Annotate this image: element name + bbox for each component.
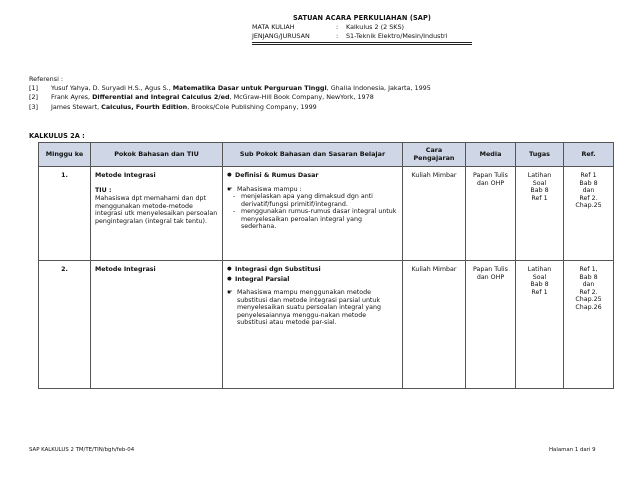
task-cell (516, 261, 564, 389)
media-line: dan OHP (476, 179, 505, 187)
reference-title: Matematika Dasar untuk Perguruan Tinggi (172, 84, 327, 93)
task-line: Bab 8 (530, 281, 549, 289)
ref-line: Ref 2. (579, 194, 598, 202)
objective-line (227, 186, 398, 194)
ref-line: Ref 1, (579, 266, 598, 273)
pointing-hand-icon: ☛ (227, 288, 233, 297)
subtopic-bullet: ● Integral Parsial (227, 276, 398, 284)
table-header-row (39, 143, 614, 167)
objective-sub-text: menggunakan rumus-rumus dasar integral untuk menyelesaikan peroalan integral yang sederhana. (241, 208, 397, 231)
document-title: SATUAN ACARA PERKULIAHAN (SAP) (292, 14, 432, 22)
task-line: Ref 1 (531, 194, 548, 202)
subtopic-cell (223, 167, 403, 261)
header-subtopic: Sub Pokok Bahasan dan Sasaran Belajar (223, 143, 403, 167)
ref-line: Chap.26 (575, 303, 602, 311)
reference-item (29, 104, 619, 112)
reference-authors: James Stewart, (51, 102, 102, 111)
task-line: Ref 1 (531, 288, 548, 296)
objective-sub-text: menjelaskan apa yang dimaksud dgn anti derivatif/fungsi primitif/integrand. (241, 193, 373, 208)
objective-line (227, 289, 398, 327)
header-topic: Pokok Bahasan dan TIU (91, 143, 223, 167)
header-media: Media (466, 143, 516, 167)
dash-marker: - (233, 193, 236, 201)
reference-publisher: , McGraw-Hill Book Company, NewYork, 1978 (229, 93, 374, 102)
ref-line: Bab 8 (579, 273, 598, 281)
task-line: Latihan (527, 266, 552, 273)
subtopic-bullet: ● Definisi & Rumus Dasar (227, 172, 398, 180)
ref-line: Ref 2. (579, 288, 598, 296)
dash-marker: - (233, 208, 236, 216)
header-method: Cara Pengajaran (403, 143, 466, 167)
topic-cell (91, 261, 223, 389)
section-title: KALKULUS 2A : (29, 132, 85, 140)
reference-number: [3] (29, 102, 39, 111)
table-row (39, 167, 614, 261)
sap-table (38, 142, 614, 389)
tiu-label: TIU : (95, 186, 112, 194)
reference-title: Differential and Integral Calculus 2/ed (92, 93, 230, 102)
ref-cell (564, 167, 614, 261)
reference-publisher: , Brooks/Cole Publishing Company, 1999 (187, 102, 317, 111)
header-task: Tugas (516, 143, 564, 167)
course-label: MATA KULIAH (252, 22, 295, 31)
reference-item (29, 94, 619, 102)
task-line: Soal (532, 273, 547, 281)
objective-text: Mahasiswa mampu menggunakan metode substitusi dan metode integrasi parsial untuk menyelesaikan suatu persoalan integral yang penyelesaiannya menggu-nakan metode substitusi atau metode par-sial. (237, 289, 381, 327)
header-week: Minggu ke (39, 143, 91, 167)
objective-sub-item (227, 208, 398, 231)
media-line: Papan Tulis (473, 172, 508, 179)
ref-line: Ref 1 (580, 172, 597, 179)
table-row (39, 261, 614, 389)
ref-line: Chap.25 (575, 296, 602, 304)
objective-sub-item (227, 193, 398, 208)
references-label: Referensi : (29, 75, 64, 83)
course-row (252, 24, 472, 32)
media-line: Papan Tulis (473, 266, 508, 273)
program-label: JENJANG/JURUSAN (252, 31, 310, 40)
task-line: Bab 8 (530, 187, 549, 195)
method-cell: Kuliah Mimbar (403, 167, 466, 261)
method-cell: Kuliah Mimbar (403, 261, 466, 389)
media-cell (466, 167, 516, 261)
pointing-hand-icon: ☛ (227, 184, 233, 193)
program-separator: : (336, 31, 339, 40)
reference-publisher: , Ghalia Indonesia, Jakarta, 1995 (326, 84, 431, 93)
ref-line: dan (582, 187, 595, 195)
references (29, 76, 619, 113)
program-value: S1-Teknik Elektro/Mesin/Industri (346, 31, 448, 40)
reference-number: [1] (29, 84, 39, 93)
topic-title: Metode Integrasi (95, 266, 156, 273)
task-cell (516, 167, 564, 261)
media-cell (466, 261, 516, 389)
reference-item (29, 85, 619, 93)
topic-title: Metode Integrasi (95, 172, 156, 179)
task-line: Soal (532, 179, 547, 187)
objective-text: Mahasiswa mampu : (237, 185, 302, 193)
sap-header (252, 15, 472, 45)
program-row (252, 33, 472, 41)
header-ref: Ref. (564, 143, 614, 167)
ref-cell (564, 261, 614, 389)
topic-cell (91, 167, 223, 261)
ref-line: Chap.25 (575, 202, 602, 210)
week-cell: 1. (39, 167, 91, 261)
subtopic-bullet: ● Integrasi dgn Substitusi (227, 266, 398, 274)
course-separator: : (336, 22, 339, 31)
media-line: dan OHP (476, 273, 505, 281)
footer-page-number: Halaman 1 dari 9 (549, 447, 596, 453)
reference-number: [2] (29, 93, 39, 102)
ref-line: dan (582, 281, 595, 289)
reference-title: Calculus, Fourth Edition (101, 102, 188, 111)
week-cell: 2. (39, 261, 91, 389)
course-value: Kalkulus 2 (2 SKS) (346, 22, 404, 31)
footer-document-code: SAP KALKULUS 2 TM/TE/TIN/bgh/feb-04 (29, 447, 135, 453)
ref-line: Bab 8 (579, 179, 598, 187)
header-double-rule (252, 42, 472, 45)
reference-authors: Frank Ayres, (51, 93, 93, 102)
tiu-text: Mahasiswa dpt memahami dan dpt menggunakan metode-metode integrasi utk menyelesaikan persoalan pengintegralan (integral tak tentu). (95, 195, 218, 225)
subtopic-cell (223, 261, 403, 389)
task-line: Latihan (527, 172, 552, 179)
reference-authors: Yusuf Yahya, D. Suryadi H.S., Agus S., (51, 84, 173, 93)
